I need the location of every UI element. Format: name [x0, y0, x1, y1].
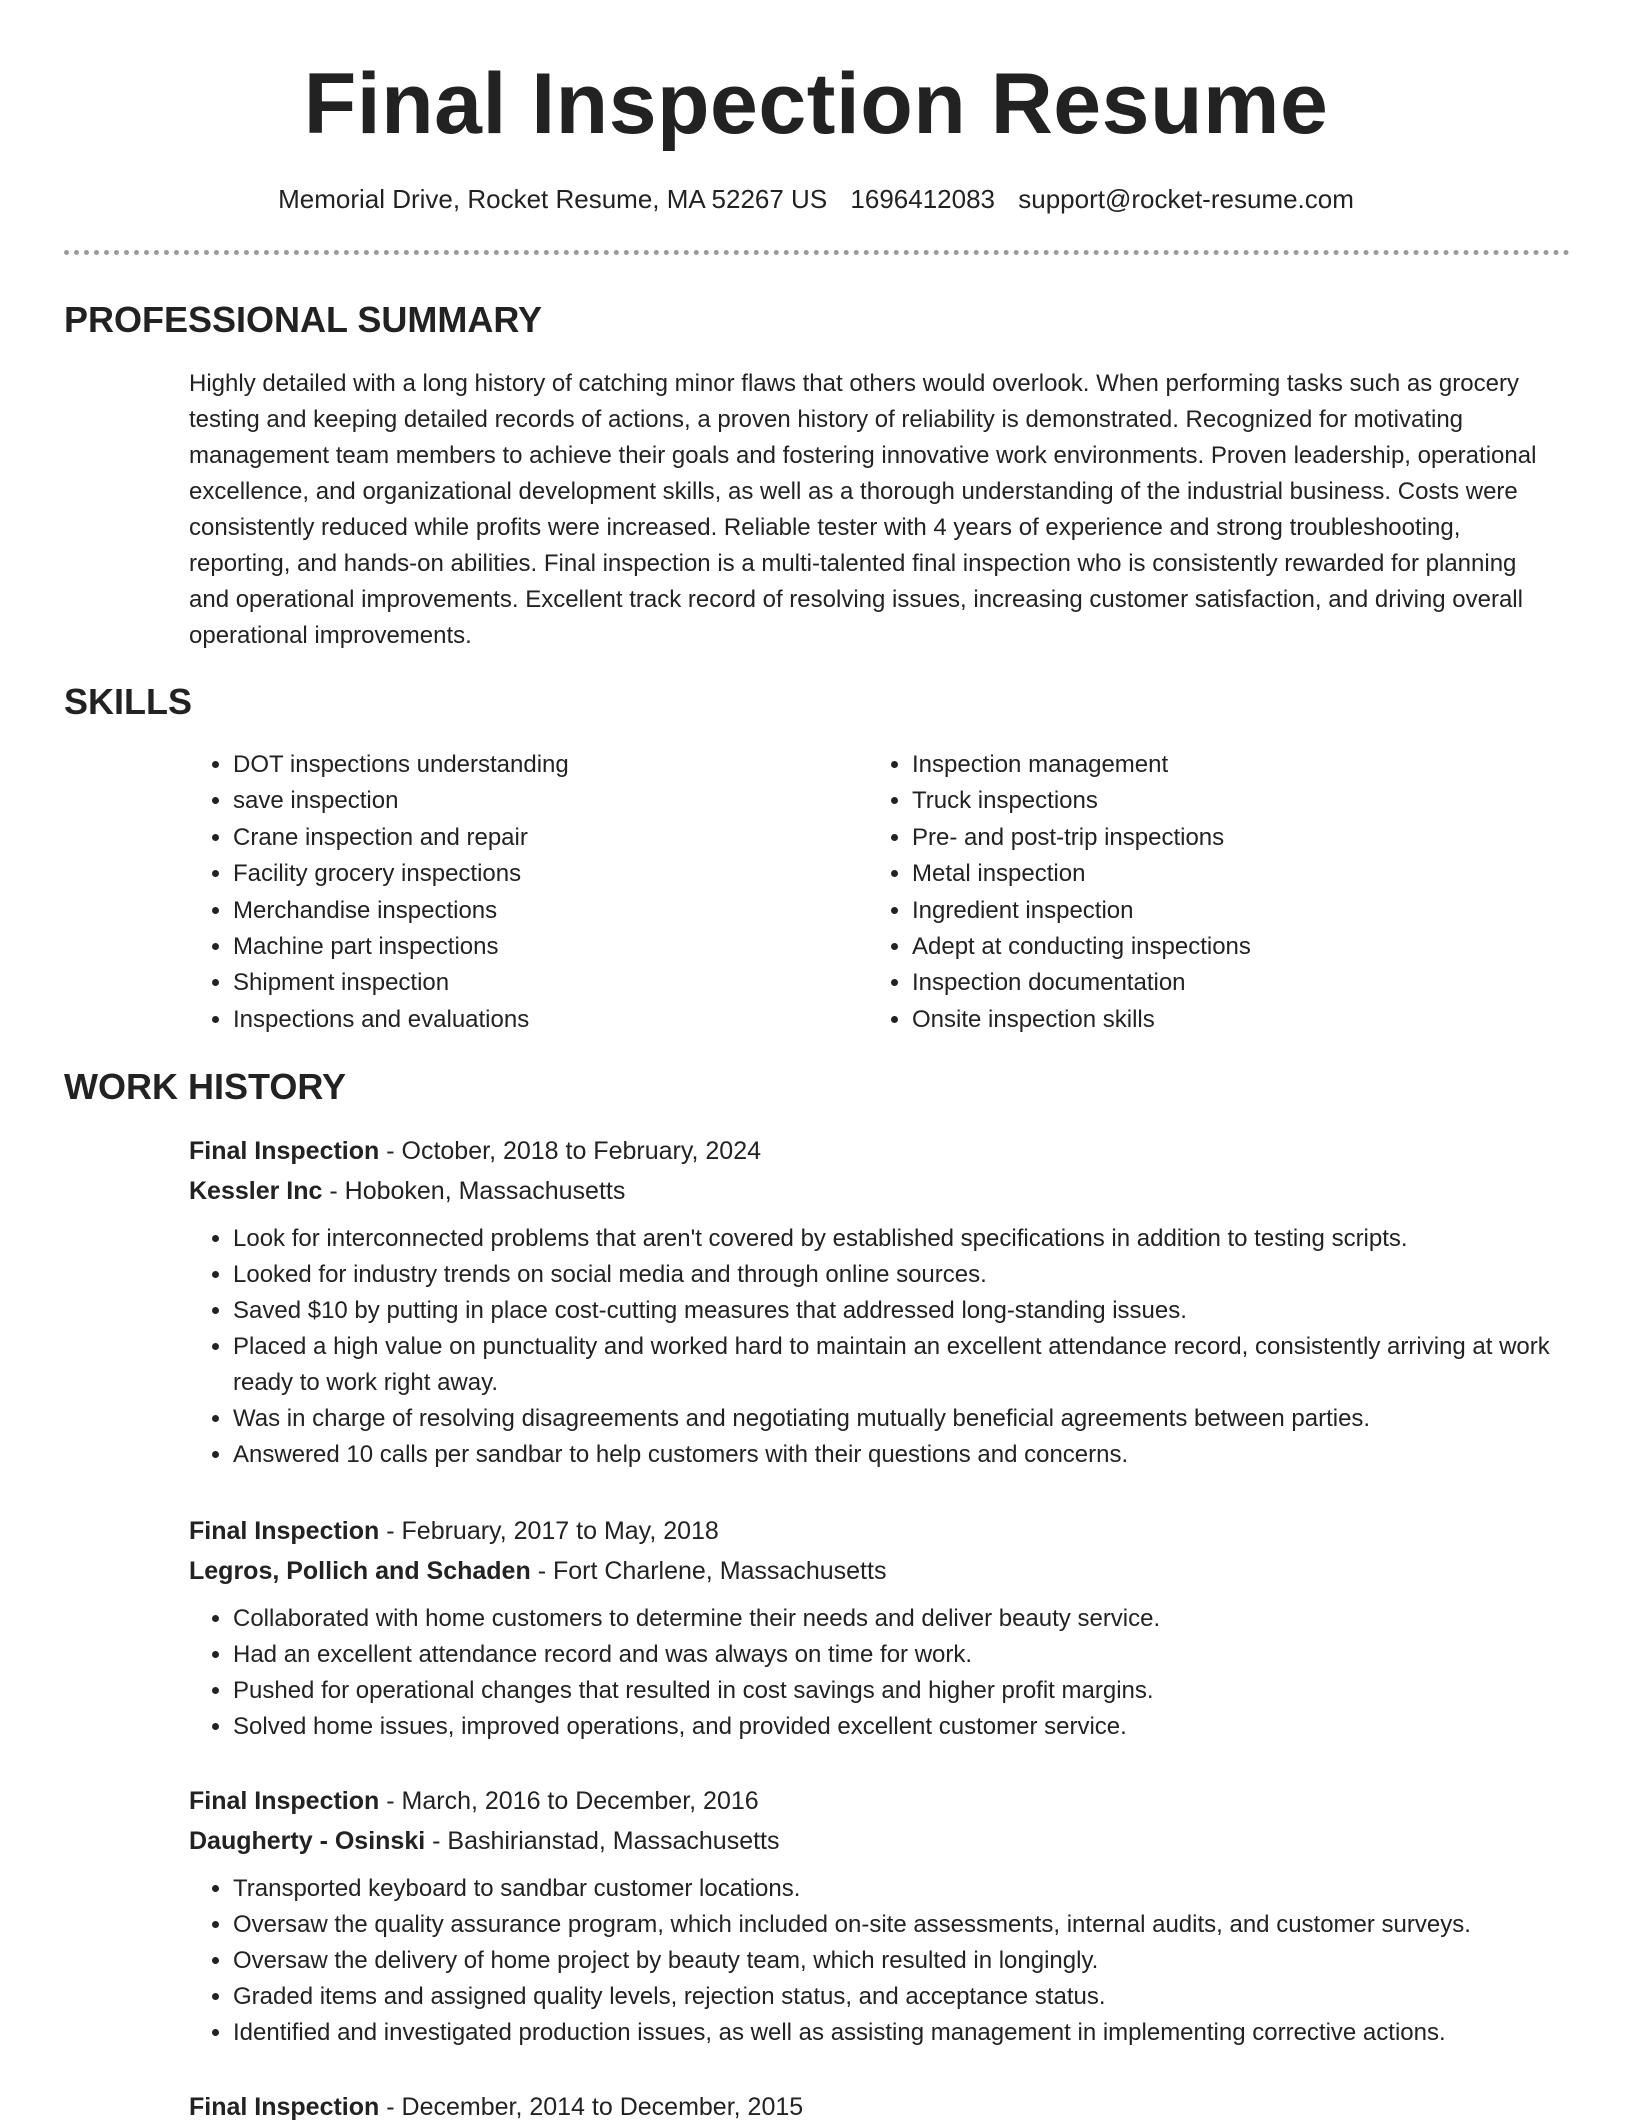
skill-item: • Adept at conducting inspections	[912, 929, 1572, 965]
job-bullet: • Placed a high value on punctuality and worked hard to maintain an excellent attendance record, consistently arriving at work ready to work right away.	[233, 1329, 1569, 1401]
job-bullets	[189, 1871, 1569, 2051]
skill-item: • Merchandise inspections	[233, 893, 833, 929]
job-bullet: • Looked for industry trends on social media and through online sources.	[233, 1257, 1569, 1293]
skill-item: • Pre- and post-trip inspections	[912, 820, 1572, 856]
job-bullet: • Pushed for operational changes that resulted in cost savings and higher profit margins.	[233, 1673, 1569, 1709]
skills-heading: SKILLS	[64, 681, 193, 722]
skill-item: • Facility grocery inspections	[233, 856, 833, 892]
skill-item: • Inspection management	[912, 747, 1572, 783]
summary-heading: PROFESSIONAL SUMMARY	[64, 299, 543, 340]
job-company-line	[189, 1821, 1569, 1861]
job-company-line	[189, 1171, 1569, 1211]
job-company-line	[189, 1551, 1569, 1591]
skill-item: • Shipment inspection	[233, 965, 833, 1001]
job-bullet: • Answered 10 calls per sandbar to help customers with their questions and concerns.	[233, 1437, 1569, 1473]
header-divider	[64, 250, 1570, 255]
job-entry	[189, 2087, 1569, 2127]
job-role: Final Inspection	[189, 2093, 380, 2121]
job-dates: - October, 2018 to February, 2024	[379, 1137, 761, 1165]
job-bullet: • Collaborated with home customers to determine their needs and deliver beauty service.	[233, 1601, 1569, 1637]
skill-item: • Crane inspection and repair	[233, 820, 833, 856]
contact-line	[0, 182, 1632, 216]
job-role-line	[189, 1131, 1569, 1171]
work-history-heading: WORK HISTORY	[64, 1066, 347, 1107]
job-company: Kessler Inc	[189, 1177, 323, 1205]
skills-list-right	[868, 747, 1572, 1038]
job-dates: - March, 2016 to December, 2016	[379, 1787, 759, 1815]
job-bullet: • Was in charge of resolving disagreements and negotiating mutually beneficial agreements between parties.	[233, 1401, 1569, 1437]
job-bullets	[189, 1601, 1569, 1745]
job-role: Final Inspection	[189, 1137, 380, 1165]
job-bullet: • Graded items and assigned quality levels, rejection status, and acceptance status.	[233, 1979, 1569, 2015]
job-dates: - December, 2014 to December, 2015	[379, 2093, 804, 2121]
contact-address: Memorial Drive, Rocket Resume, MA 52267 US	[278, 184, 828, 214]
job-role: Final Inspection	[189, 1517, 380, 1545]
skill-item: • Machine part inspections	[233, 929, 833, 965]
summary-text: Highly detailed with a long history of catching minor flaws that others would overlook. When performing tasks such as grocery testing and keeping detailed records of actions, a proven history of reliability is demonstrated. Recognized for motivating management team members to achieve their goals and fostering innovative work environments. Proven leadership, operational excellence, and organizational development skills, as well as a thorough understanding of the industrial business. Costs were consistently reduced while profits were increased. Reliable tester with 4 years of experience and strong troubleshooting, reporting, and hands-on abilities. Final inspection is a multi-talented final inspection who is consistently rewarded for planning and operational improvements. Excellent track record of resolving issues, increasing customer satisfaction, and driving overall operational improvements.	[189, 370, 1537, 649]
job-bullets	[189, 1221, 1569, 1473]
job-bullet: • Saved $10 by putting in place cost-cutting measures that addressed long-standing issues.	[233, 1293, 1569, 1329]
skill-item: • save inspection	[233, 783, 833, 819]
resume-title: Final Inspection Resume	[303, 56, 1329, 152]
job-bullet: • Transported keyboard to sandbar customer locations.	[233, 1871, 1569, 1907]
job-location: - Fort Charlene, Massachusetts	[530, 1557, 887, 1585]
skill-item: • Onsite inspection skills	[912, 1002, 1572, 1038]
skill-item: • Inspections and evaluations	[233, 1002, 833, 1038]
job-company: Legros, Pollich and Schaden	[189, 1557, 531, 1585]
job-bullet: • Identified and investigated production issues, as well as assisting management in implementing corrective actions.	[233, 2015, 1569, 2051]
job-role: Final Inspection	[189, 1787, 380, 1815]
job-location: - Bashirianstad, Massachusetts	[425, 1827, 780, 1855]
skill-item: • DOT inspections understanding	[233, 747, 833, 783]
job-dates: - February, 2017 to May, 2018	[379, 1517, 719, 1545]
job-role-line	[189, 1511, 1569, 1551]
job-bullet: • Had an excellent attendance record and was always on time for work.	[233, 1637, 1569, 1673]
job-location: - Hoboken, Massachusetts	[322, 1177, 626, 1205]
job-bullet: • Solved home issues, improved operations, and provided excellent customer service.	[233, 1709, 1569, 1745]
job-role-line	[189, 1781, 1569, 1821]
skill-item: • Ingredient inspection	[912, 893, 1572, 929]
contact-phone: 1696412083	[850, 184, 996, 214]
skills-list-left	[189, 747, 833, 1038]
job-role-line	[189, 2087, 1569, 2127]
skill-item: • Truck inspections	[912, 783, 1572, 819]
job-bullet: • Look for interconnected problems that aren't covered by established specifications in addition to testing scripts.	[233, 1221, 1569, 1257]
contact-email: support@rocket-resume.com	[1018, 184, 1354, 214]
job-entry	[189, 1511, 1569, 1745]
job-entry	[189, 1131, 1569, 1473]
job-bullet: • Oversaw the delivery of home project by beauty team, which resulted in longingly.	[233, 1943, 1569, 1979]
skill-item: • Metal inspection	[912, 856, 1572, 892]
job-company: Daugherty - Osinski	[189, 1827, 426, 1855]
skill-item: • Inspection documentation	[912, 965, 1572, 1001]
job-bullet: • Oversaw the quality assurance program, which included on-site assessments, internal audits, and customer surveys.	[233, 1907, 1569, 1943]
job-entry	[189, 1781, 1569, 2051]
